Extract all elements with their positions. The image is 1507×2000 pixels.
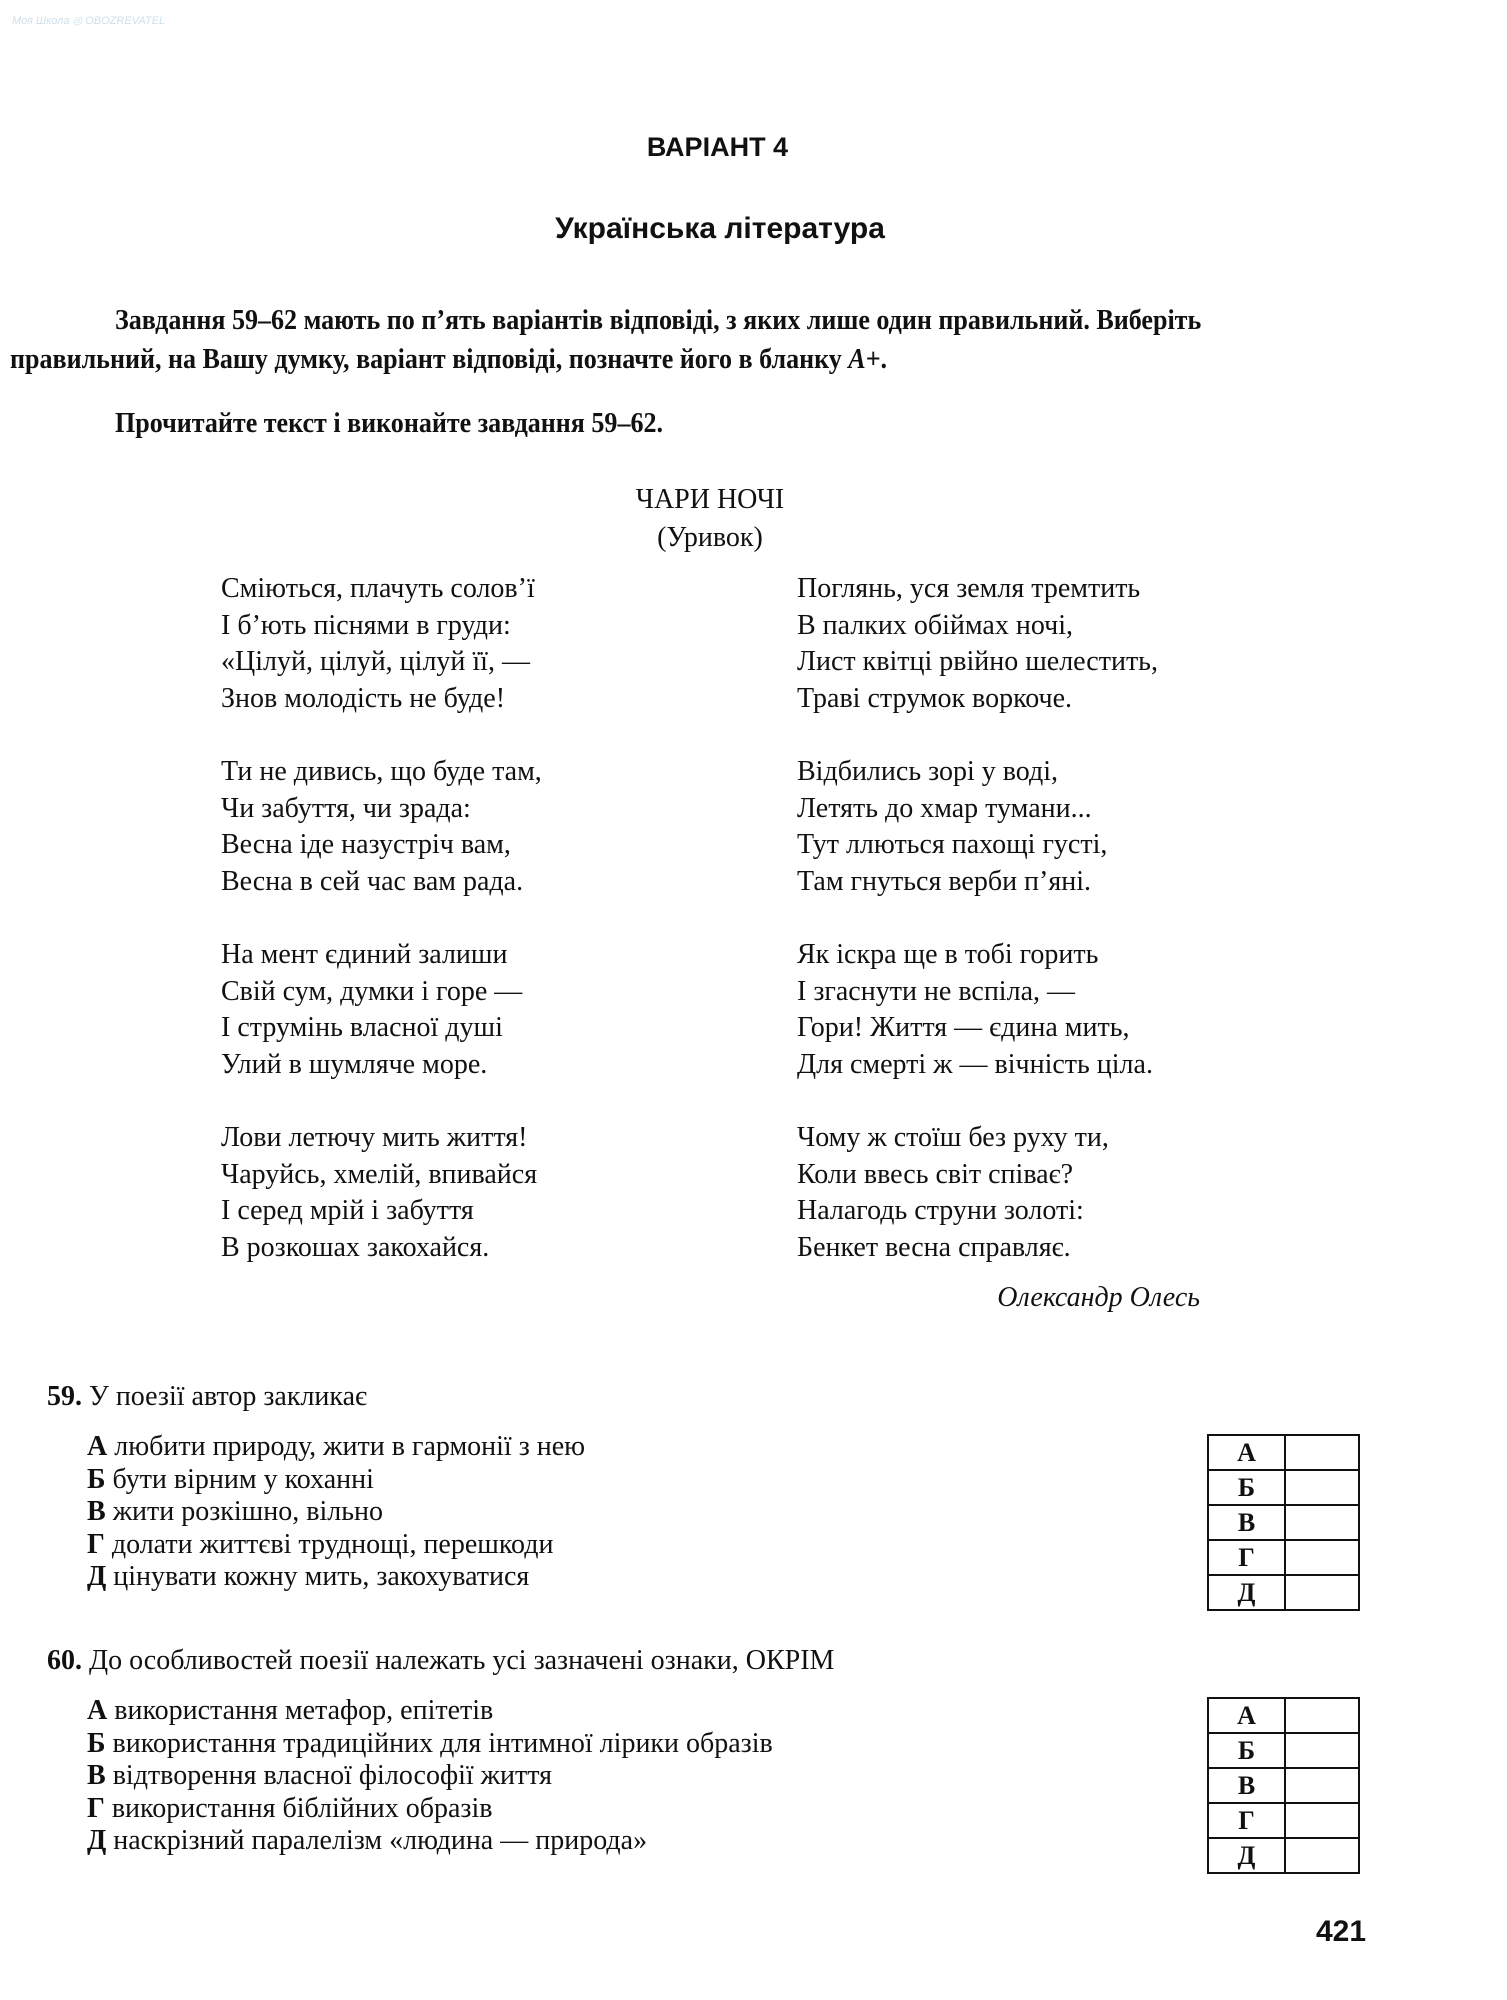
subject-heading: Українська література bbox=[555, 212, 885, 245]
poem-line: Бенкет весна справляє. bbox=[797, 1231, 1071, 1263]
option-text: жити розкішно, вільно bbox=[112, 1496, 383, 1527]
option-text: любити природу, жити в гармонії з нею bbox=[114, 1431, 586, 1462]
watermark: Моя Школа ◎ OBOZREVATEL bbox=[12, 15, 166, 27]
question-number: 60. bbox=[47, 1645, 82, 1676]
poem-line: Тут ллються пахощі густі, bbox=[797, 829, 1108, 860]
answer-option bbox=[87, 1793, 493, 1825]
poem-line: Чи забуття, чи зрада: bbox=[221, 792, 471, 824]
question-text: До особливостей поезії належать усі зазначені ознаки, ОКРІМ bbox=[89, 1645, 835, 1676]
answer-letter: Г bbox=[1208, 1540, 1285, 1575]
poem-subtitle: (Уривок) bbox=[657, 522, 763, 553]
option-letter: Г bbox=[87, 1528, 105, 1560]
option-text: цінувати кожну мить, закохуватися bbox=[113, 1561, 530, 1592]
answer-box[interactable] bbox=[1285, 1733, 1359, 1768]
answer-option bbox=[87, 1496, 383, 1528]
poem-line: Для смерті ж — вічність ціла. bbox=[797, 1048, 1153, 1080]
option-text: долати життєві труднощі, перешкоди bbox=[111, 1528, 554, 1560]
poem-line: Гори! Життя — єдина мить, bbox=[797, 1012, 1130, 1043]
option-letter: Г bbox=[87, 1792, 105, 1824]
instructions-line-2 bbox=[10, 344, 887, 376]
answer-option bbox=[87, 1431, 585, 1463]
option-letter: Д bbox=[87, 1561, 107, 1592]
poem-line: Коли ввесь світ співає? bbox=[797, 1158, 1074, 1190]
watermark-obozrevatel: OBOZREVATEL bbox=[85, 15, 166, 27]
poem-line: Лови летючу мить життя! bbox=[221, 1122, 528, 1153]
answer-letter: А bbox=[1208, 1435, 1285, 1470]
answer-grid-row bbox=[1208, 1768, 1359, 1803]
answer-grid-row bbox=[1208, 1470, 1359, 1505]
poem-line: Свій сум, думки і горе — bbox=[221, 975, 523, 1007]
poem-author: Олександр Олесь bbox=[997, 1282, 1200, 1313]
poem-line: І струмінь власної душі bbox=[221, 1012, 503, 1043]
instructions-end: . bbox=[880, 344, 887, 375]
answer-grid-row bbox=[1208, 1575, 1359, 1610]
poem-line: І б’ють піснями в груди: bbox=[221, 609, 511, 641]
option-letter: А bbox=[87, 1431, 108, 1462]
poem-line: Ти не дивись, що буде там, bbox=[221, 756, 542, 787]
answer-grid-row bbox=[1208, 1803, 1359, 1838]
answer-box[interactable] bbox=[1285, 1470, 1359, 1505]
read-instruction: Прочитайте текст і виконайте завдання 59–62. bbox=[115, 408, 664, 439]
question-60 bbox=[47, 1645, 834, 1677]
answer-letter: Д bbox=[1208, 1838, 1285, 1873]
answer-option bbox=[87, 1529, 553, 1561]
poem-line: Поглянь, уся земля тремтить bbox=[797, 573, 1141, 604]
poem-line: В розкошах закохайся. bbox=[221, 1231, 490, 1263]
poem-line: На мент єдиний залиши bbox=[221, 939, 508, 970]
answer-option bbox=[87, 1695, 493, 1727]
answer-grid-row bbox=[1208, 1838, 1359, 1873]
poem-title: ЧАРИ НОЧІ bbox=[635, 484, 785, 515]
poem-line: Весна в сей час вам рада. bbox=[221, 865, 524, 897]
form-name: А+ bbox=[848, 344, 881, 375]
answer-grid-row bbox=[1208, 1505, 1359, 1540]
page-number: 421 bbox=[1316, 1915, 1367, 1948]
answer-letter: А bbox=[1208, 1698, 1285, 1733]
answer-letter: Б bbox=[1208, 1470, 1285, 1505]
watermark-school: Моя Школа bbox=[12, 15, 70, 27]
answer-box[interactable] bbox=[1285, 1540, 1359, 1575]
option-text: наскрізний паралелізм «людина — природа» bbox=[113, 1825, 648, 1856]
answer-letter: В bbox=[1208, 1768, 1285, 1803]
poem-line: І згаснути не вспіла, — bbox=[797, 975, 1075, 1007]
answer-letter: Б bbox=[1208, 1733, 1285, 1768]
answer-letter: В bbox=[1208, 1505, 1285, 1540]
poem-line: «Цілуй, цілуй, цілуй її, — bbox=[221, 646, 530, 677]
option-text: використання метафор, епітетів bbox=[114, 1695, 494, 1726]
option-letter: Б bbox=[87, 1727, 106, 1759]
poem-line: Летять до хмар тумани... bbox=[797, 792, 1092, 824]
answer-grid bbox=[1207, 1697, 1360, 1874]
option-text: відтворення власної філософії життя bbox=[112, 1760, 552, 1791]
poem-line: Улий в шумляче море. bbox=[221, 1048, 488, 1080]
answer-box[interactable] bbox=[1285, 1435, 1359, 1470]
answer-box[interactable] bbox=[1285, 1768, 1359, 1803]
poem-line: Там гнуться верби п’яні. bbox=[797, 865, 1091, 897]
option-letter: В bbox=[87, 1496, 106, 1527]
answer-box[interactable] bbox=[1285, 1698, 1359, 1733]
answer-option bbox=[87, 1825, 647, 1857]
answer-box[interactable] bbox=[1285, 1505, 1359, 1540]
answer-grid bbox=[1207, 1434, 1360, 1611]
question-59 bbox=[47, 1381, 367, 1413]
poem-line: Чому ж стоїш без руху ти, bbox=[797, 1122, 1109, 1153]
answer-letter: Д bbox=[1208, 1575, 1285, 1610]
instructions-text: правильний, на Вашу думку, варіант відповіді, позначте його в бланку bbox=[10, 344, 849, 375]
poem-line: І серед мрій і забуття bbox=[221, 1195, 474, 1226]
option-letter: А bbox=[87, 1695, 108, 1726]
poem-line: Сміються, плачуть солов’ї bbox=[221, 573, 535, 604]
question-text: У поезії автор закликає bbox=[89, 1381, 368, 1412]
answer-box[interactable] bbox=[1285, 1575, 1359, 1610]
poem-line: Відбились зорі у воді, bbox=[797, 756, 1059, 787]
option-letter: В bbox=[87, 1760, 106, 1791]
option-text: бути вірним у коханні bbox=[112, 1463, 374, 1495]
answer-grid-row bbox=[1208, 1435, 1359, 1470]
answer-option bbox=[87, 1728, 773, 1760]
poem-line: Налагодь струни золоті: bbox=[797, 1195, 1084, 1226]
option-letter: Б bbox=[87, 1463, 106, 1495]
option-text: використання традиційних для інтимної лірики образів bbox=[112, 1727, 773, 1759]
answer-grid-row bbox=[1208, 1698, 1359, 1733]
variant-heading: ВАРІАНТ 4 bbox=[646, 132, 789, 162]
answer-option bbox=[87, 1464, 374, 1496]
poem-line: Весна іде назустріч вам, bbox=[221, 829, 511, 860]
poem-line: Як іскра ще в тобі горить bbox=[797, 939, 1099, 970]
answer-option bbox=[87, 1760, 552, 1792]
option-text: використання біблійних образів bbox=[111, 1792, 493, 1824]
answer-box[interactable] bbox=[1285, 1803, 1359, 1838]
answer-option bbox=[87, 1561, 529, 1593]
poem-line: В палких обіймах ночі, bbox=[797, 609, 1073, 641]
poem-line: Знов молодість не буде! bbox=[221, 682, 506, 714]
option-letter: Д bbox=[87, 1825, 107, 1856]
answer-letter: Г bbox=[1208, 1803, 1285, 1838]
poem-line: Чаруйсь, хмелій, впивайся bbox=[221, 1158, 538, 1190]
answer-grid-row bbox=[1208, 1540, 1359, 1575]
poem-line: Траві струмок воркоче. bbox=[797, 682, 1073, 714]
answer-grid-row bbox=[1208, 1733, 1359, 1768]
answer-box[interactable] bbox=[1285, 1838, 1359, 1873]
instructions-line-1: Завдання 59–62 мають по п’ять варіантів відповіді, з яких лише один правильний. Виберіть bbox=[115, 305, 1202, 336]
poem-line: Лист квітці рвійно шелестить, bbox=[797, 646, 1158, 677]
question-number: 59. bbox=[47, 1381, 82, 1412]
